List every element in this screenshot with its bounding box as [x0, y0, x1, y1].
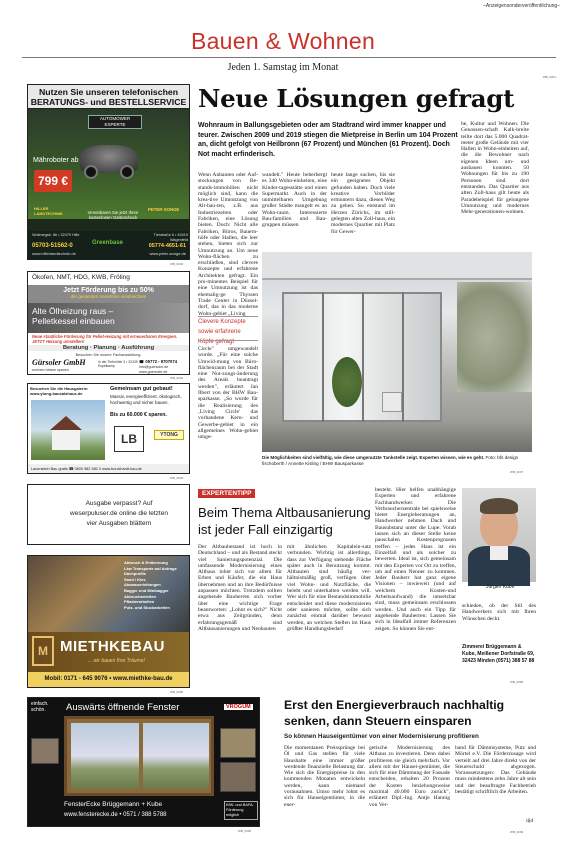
- ad-automower-addr2: Tierstraße 6 • 49419 Wagenfeld: [153, 233, 188, 242]
- photo-plant: [332, 357, 362, 407]
- article-1-photo: [262, 252, 532, 452]
- ad-ausgabe[interactable]: [27, 484, 190, 545]
- ad-pellet-company: Gürsoler GmbH: [32, 358, 86, 367]
- ad-automower-addr1: Wollmegstr. 66 • 32479 Hille: [32, 233, 80, 237]
- photo-floor: [262, 422, 532, 452]
- ad-automower-greenbase: Greenbase: [92, 240, 124, 246]
- photo-frame: [362, 292, 364, 422]
- ad-fenster-thumb: [31, 738, 59, 764]
- photo-chair: [382, 392, 402, 412]
- ad-automower-title: Nutzen Sie unseren telefonischen BERATUNGS- und BESTELLSERVICE: [28, 85, 189, 108]
- ad-ytong-logo: YTONG: [154, 430, 184, 440]
- ad-pellet-headline: Alte Ölheizung raus – Pelletkessel einbauen: [28, 303, 189, 333]
- photo-trees: [457, 282, 532, 392]
- article-3-col-1: Die momentanen Preissprünge bei Öl und Gas stellen für viele Haushalte eine immer größer werdende finanzielle Belastung dar. Wie sich die Energiepreise in den kommenden Monaten entwickeln werden, kann niemand vorausahnen. Umso mehr lohnt es sich für Hauseigentümer, in die ener-: [284, 745, 365, 808]
- photo-frame: [402, 292, 404, 422]
- id-label: WB_0007: [510, 470, 524, 474]
- service-item: Dachprofile: [124, 571, 147, 577]
- ad-fenster[interactable]: [27, 697, 260, 827]
- id-label: WB_0001: [542, 75, 556, 79]
- article-1-lead: Wohnraum in Ballungsgebieten oder am Stadtrand wird immer knapper und teurer. Zwischen 2009 und 2019 stiegen die Mietpreise in Berlin um 104 Prozent an, dicht gefolgt von Heilbronn (67 Prozent) und München (61 Prozent). Doch Not macht erfinderisch.: [198, 122, 458, 158]
- article-3-headline: Erst den Energieverbrauch nachhaltig senken, dann Steuern einsparen: [284, 698, 505, 728]
- ad-ytong-house-wall: [52, 430, 80, 450]
- ad-ytong-left: Besuchen Sie die Hausgalerie: www.ytong-bausatzhaus.de: [30, 386, 89, 396]
- ad-miethke-footer[interactable]: Mobil: 0171 - 645 9076 • www.miethke-bau.de: [28, 672, 189, 687]
- ad-miethke[interactable]: [27, 555, 190, 688]
- anzeige-label: –Anzeigensonderveröffentlichung–: [483, 3, 560, 9]
- pullquote-rule-bottom: [198, 340, 258, 341]
- expert-hair: [480, 498, 518, 514]
- photo-canopy: [262, 252, 532, 280]
- id-label: WB_0004: [170, 476, 184, 480]
- ad-fenster-thumb: [220, 728, 256, 758]
- ad-pellet-phone: ☎ 05772 - 9707074: [139, 359, 178, 364]
- header-rule: [22, 57, 556, 58]
- ad-fenster-web[interactable]: www.fensterecke.de • 0571 / 388 5788: [64, 812, 167, 818]
- ad-automower-shop2: PETER-SONGE: [148, 207, 180, 212]
- ad-automower-phone2: 05774-4651-61: [148, 243, 186, 249]
- ad-ytong[interactable]: [27, 383, 190, 474]
- article-2-col-1: Der Altbaubestand ist hoch in Deutschland – und als Bestand steckt viel Sanierungspotenzial. Die umfassende Modernisierung eines Altbaus lohnt sich vor allem für Erben und Käufer, die ein Haus übernehmen und an ihre Bedürfnisse anpassen möchten. Trotzdem sollten angehende Bauherren sich vorher über eine wichtige Frage beantworten: „Lohnt es sich?" Nicht etwa aus Zeitgründen, denn erfahrungsgemäß sind Altbausanierungen und Neubauten: [198, 544, 282, 632]
- id-label: WB_0005: [170, 690, 184, 694]
- ad-fenster-tag: einfach. schön.: [31, 701, 49, 713]
- price-badge: 799 €: [34, 170, 72, 192]
- ad-ytong-right-title: Gemeinsam gut gebaut!: [110, 386, 173, 392]
- ad-pellet-visit: Besuchen Sie unsere Fachausstellung.: [75, 353, 142, 357]
- article-1-pullquote: Clevere Konzepte sowie erfahrene Köpfe gefragt: [198, 319, 246, 345]
- ad-fenster-brand: VROGUM: [226, 704, 251, 710]
- service-item: Abbrucharbeiten: [124, 593, 157, 599]
- article-1-col-1b: Circle" umgewandelt wurde. „Für eine solche Umwid-mung von Büro-flächenraum bei der Stadt eine Nut-zungs-änderung des Areals beantragt werden", erläutert Jan Ilbert von der BHW Bau-sparkasse. „So wurde für die Realisierung des ‚Living Circle' das vorhandene Kern- und Gewerbe-gebiet in ein allgemeines Wohn-gebiet umge-: [198, 346, 258, 441]
- ad-miethke-items: [124, 560, 186, 610]
- service-item: Abwasserleitungen: [124, 582, 161, 588]
- ad-fenster-window: [64, 716, 214, 796]
- article-3-deck: So können Hauseigentümer von einer Modernisierung profitieren: [284, 733, 479, 740]
- expert-collar: [490, 546, 508, 560]
- service-item: Sand / Kies: [124, 576, 146, 582]
- section-subtitle: Jeden 1. Samstag im Monat: [227, 62, 339, 73]
- ad-ytong-footer: Lauenstein Bau gratis ☎ 0800 982 982 0 www.burckhardt-bau.de: [28, 464, 189, 473]
- service-item: Lkw Transporte auf Anfrage: [124, 565, 177, 571]
- ad-pellet[interactable]: [27, 271, 190, 375]
- article-1-col-3: heute lange suchen, bis sie ein geeignetes Objekt gefunden haben. Doch viele kreative Vorbilder ermuntern dazu, diesen Weg zu gehen. So entstand im Herzen Zürichs, im still-gelegten alten Zoll-haus, ein modernes Quartier mit Platz für Gewer-: [331, 172, 395, 235]
- mower-wheel: [120, 165, 134, 179]
- miethke-mb-icon: M: [32, 636, 54, 666]
- service-item: Pflasterarbeiten: [124, 599, 155, 605]
- ad-pellet-slogan: wohnen heisse spanen: [32, 368, 69, 372]
- service-item: Putz- und Stuckarbeiten: [124, 604, 170, 610]
- ad-automower[interactable]: [27, 84, 190, 260]
- article-2-contact: Zimmerei Brüggemann & Kube, Meißener Dorfstraße 69, 32423 Minden (0571) 388 57 88: [462, 644, 535, 664]
- photo-frame: [322, 292, 324, 422]
- ad-pellet-service: Beratung · Planung · Ausführung: [28, 345, 189, 351]
- article-2-kicker: EXPERTENTIPP: [198, 489, 255, 498]
- id-label: WB_0006: [238, 829, 252, 833]
- article-1-caption: Die Möglichkeiten sind vielfältig, wie diese umgenutzte Tankstelle zeigt. Experten wissen, wie es geht. Foto: bfs design fischoberth / Annette Kisling / BHW Bausparkasse: [262, 455, 519, 466]
- id-label: WB_0008: [510, 680, 524, 684]
- article-1-col-2: wandelt." Heute beherbergt es 340 Wohn-einheiten, eine Kinder-tagesstätte und einen Supermarkt. Auch in der unmittelbaren Umgebung großer Städte mangelt es an Wohn-raum. Interessierte Bau-familien und Bau-gruppen müssen: [262, 172, 327, 229]
- ad-pellet-desc: Neue staatliche Förderung für Pellet-Heizung mit erneuerbaren Energien. JETZT Heizung umstellen!: [32, 334, 178, 344]
- article-3-col-3: band für Dämmsysteme, Putz und Mörtel e.V. Die Förderzusage wird verteilt auf drei Jahre direkt von der Steuerschuld abgezogen. Voraussetzungen: Das Gebäude muss mindestens zehn Jahre alt sein und der beauftragte Fachbetrieb bestätigt schriftlich die Arbeiten.: [455, 745, 536, 796]
- ad-automower-shop1: HILLER LANDTECHNIK: [34, 206, 63, 216]
- ad-pellet-brands: Ökofen, NMT, HDG, KWB, Fröling: [32, 274, 130, 281]
- article-2-col-2: mit ähnlichen Kapitalein-satz verbunden. Wichtig ist allerdings, dass zur Verfügung stehende Fläche später auch in Benutzung kommt. Altbauten sind häufig ver-hältnismäßig groß, verfügen über viel Wohn- und Nutzfläche, die belebt und unterhalten werden will. Wer sich für eine Bestandsimmobilie entscheidet und diese modernisieren oder sanieren möchte, sollte sich zunächst einmal darüber bewusst werden, an welchen Stellen im Haus größter Handlungsbedarf: [287, 544, 371, 632]
- ad-ytong-price: Bis zu 60.000 € sparen.: [110, 412, 167, 418]
- expert-caption: Jürgen Kube: [486, 584, 515, 590]
- ad-automower-product: Mähroboter ab: [33, 157, 79, 164]
- ad-ausgabe-text: Ausgabe verpasst? Auf weserpuluser.de online die letzten vier Ausgaben blättern: [70, 500, 168, 527]
- article-2-col-4: schieden, ob der Stil des Handwerkers sich mit Ihren Wünschen deckt.: [462, 603, 536, 622]
- ad-fenster-company: FensterEcke Brüggemann + Kube: [64, 801, 163, 808]
- ad-automower-web1[interactable]: www.hillerlandtechnik.de: [32, 251, 76, 256]
- id-label: WB_0003: [170, 376, 184, 380]
- ad-miethke-logo: M MIETHKEBAU ... wir bauen Ihre Träume!: [28, 632, 189, 674]
- ad-automower-web2[interactable]: www.peter-songe.de: [149, 251, 186, 256]
- article-1-headline: Neue Lösungen gefragt: [198, 84, 515, 113]
- article-3-signature: djd: [526, 818, 534, 824]
- article-2-headline: Beim Thema Altbausanierung ist jeder Fall einzigartig: [198, 505, 371, 537]
- ad-pellet-mail[interactable]: info@guersoler.de: [139, 365, 169, 369]
- article-2-col-3: besteht. Hier helfen unabhängige Experten und erfahrene Fachhandwerker. Die Verbraucherzentrale bei spielsweise bietet Energieberatungen an, Handwerker nehmen Dach und Bausubstanz unter die Lupe. Vorab lassen sich an dieser Stelle keine pauschalen Kostenprognosen treffen – jedes Haus ist ein Einzelfall und als solcher zu bewerten. Ideal ist, sich gemeinsam mit den Experten vor Ort zu treffen, um auf einen Nenner zu kommen. Jeder Bauherr hat ganz eigene Visionen – inwieweit (und auf welchem Kosten-und Arbeitsaufwand) die umsetzbar sind, muss gemeinsam erschlossen werden. Und auch ein Tipp für angehende Bauherren: Lassen Sie sich in Idealfall immer Referenzen zeigen. So können Sie ent-: [375, 487, 456, 632]
- ad-pellet-web[interactable]: www.guersoler.de: [139, 370, 168, 374]
- ad-automower-slogan: Vereinbaren Sie jetzt Ihren kostenlosen Gartencheck: [87, 210, 139, 220]
- expert-photo: [462, 488, 536, 582]
- mower-wheel: [84, 165, 98, 179]
- section-title: Bauen & Wohnen: [190, 28, 376, 54]
- ad-automower-brand: AUTOMOWER EXPERTE: [88, 115, 142, 129]
- ad-ytong-house-roof: [50, 416, 82, 430]
- service-item: Abbruch & Entkernung: [124, 560, 168, 565]
- ad-ytong-lb-logo: LB: [114, 426, 144, 452]
- ad-fenster-title: Auswärts öffnende Fenster: [66, 702, 180, 713]
- ad-fenster-thumb: [220, 762, 256, 792]
- service-item: Bagger und Minibagger: [124, 587, 169, 593]
- ad-pellet-banner: Jetzt Förderung bis zu 50% der gesamten Investition einstreichen!: [28, 285, 189, 303]
- ad-ytong-right-text: Massiv, energieeffizient, ökologisch, hochwertig und sicher bauen.: [110, 394, 182, 405]
- article-1-col-1: Wenn Anbauten oder Auf-stockungen von Be-stands-immobilien nicht möglich sind, kann die krea-tive Umnutzung von Alt-bau-ten, z.B. aus Industriezeiten oder Fabriken, eine Lösung bieten. Doch: Nicht alle Fabriken, Büros, Bauern-höfe oder Hallen, die leer stehen, bieten sich zur Umnutzung an. Um neue Wohn-flächen zu erschließen, sind clevere Konzepte und erfahrene Architekten gefragt. Ein pro-minentes Beispiel für eine Umnutzung ist das ehemalig-ge Thyssen Trade Center in Düssel-dorf, das in das moderne Wohn-gebiet „Living: [198, 172, 258, 317]
- id-label: WB_0002: [170, 262, 184, 266]
- id-label: WB_0009: [510, 830, 524, 834]
- article-3-col-2: getische Modernisierung des Altbaus zu investieren. Denn dabei profitieren sie gleich mehrfach. Vor allem mit der Hausei-gentümer, die sich für eine Dämmung der Fassade entscheiden, erhalten 20 Prozent der Kosten beziehungsweise maximal 40.000 Euro zurück", erläutert Dipl.-Ing. Antje Hannig von Ver-: [369, 745, 450, 808]
- ad-fenster-badge: KfW- und BAFA-Förderung möglich: [224, 801, 258, 820]
- article-1-col-4: be, Kultur und Wohnen. Die Genossen-schaft Kalk-breite teilte dort das 5.000 Quadrat-meter große Gelände mit vier Hallen in Wohn-einheiten auf, die die Bewohner nach eigenen Ideen um- und ausbauen konnten. 50 Wohnungen für bis zu 190 Personen sind dort entstanden. Das Quartier aus alten Zoll-haus gilt heute als Paradebeispiel für gelungene Umnutzung und modernes Mehr-generationen-wohnen.: [461, 121, 529, 216]
- ad-automower-phone1: 05703-51562-0: [32, 243, 73, 249]
- ad-pellet-addr: In der Tiefmühle 3 • 32339 Espelkamp: [98, 360, 138, 368]
